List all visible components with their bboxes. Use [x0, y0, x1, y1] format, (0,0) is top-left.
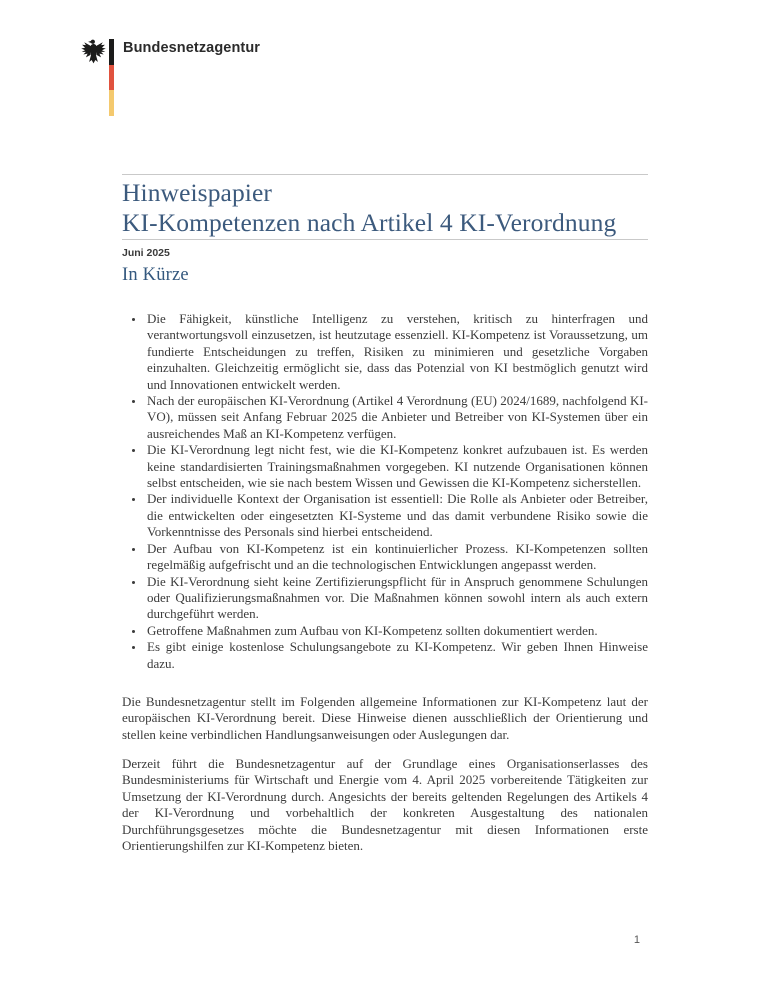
flag-stripe-gold — [109, 90, 114, 116]
section-heading-in-kuerze: In Kürze — [122, 265, 189, 285]
flag-stripe-black — [109, 39, 114, 65]
title-rule-top — [122, 174, 648, 175]
summary-bullet-list — [122, 311, 648, 672]
page-number: 1 — [633, 934, 640, 946]
bullet-item-8: • Es gibt einige kostenlose Schulungsangebote zu KI-Kompetenz. Wir geben Ihnen Hinweise dazu. — [145, 639, 648, 672]
body-paragraph-2: Derzeit führt die Bundesnetzagentur auf der Grundlage eines Organisationserlasses des Bundesministeriums für Wirtschaft und Energie vom 4. April 2025 vorbereitende Tätigkeiten zur Umsetzung der KI-Verordnung durch. Angesichts der bereits geltenden Regelungen des Artikels 4 der KI-Verordnung und vorbehaltlich der konkreten Ausgestaltung des nationalen Durchführungsgesetzes möchte die Bundesnetzagentur mit diesen Informationen erste Orientierungshilfen zur KI-Kompetenz bieten. — [122, 756, 648, 854]
title-line-2: KI-Kompetenzen nach Artikel 4 KI-Verordnung — [122, 207, 617, 237]
bullet-item-6: • Die KI-Verordnung sieht keine Zertifizierungspflicht für in Anspruch genommene Schulungen oder Qualifizierungsmaßnahmen vor. Die Maßnahmen können sowohl intern als auch extern durchgeführt werden. — [145, 574, 648, 623]
bullet-item-7: • Getroffene Maßnahmen zum Aufbau von KI-Kompetenz sollten dokumentiert werden. — [145, 623, 648, 639]
document-date: Juni 2025 — [122, 247, 170, 259]
logo-text: Bundesnetzagentur — [123, 40, 261, 56]
bullet-item-2: • Nach der europäischen KI-Verordnung (Artikel 4 Verordnung (EU) 2024/1689, nachfolgend KI-VO), müssen seit Anfang Februar 2025 die Anbieter und Betreiber von KI-Systemen über ein ausreichendes Maß an KI-Kompetenz verfügen. — [145, 393, 648, 442]
document-title — [122, 178, 662, 237]
bullet-item-5: • Der Aufbau von KI-Kompetenz ist ein kontinuierlicher Prozess. KI-Kompetenzen sollten regelmäßig aufgefrischt und an die technologischen Entwicklungen angepasst werden. — [145, 541, 648, 574]
flag-stripe-red — [109, 65, 114, 91]
federal-eagle-icon — [80, 37, 107, 66]
flag-stripe — [109, 39, 114, 116]
bullet-item-3: • Die KI-Verordnung legt nicht fest, wie die KI-Kompetenz konkret aufzubauen ist. Es werden keine standardisierten Trainingsmaßnahmen vorgegeben. KI nutzende Organisationen können selbst entscheiden, wie sie nach bestem Wissen und Gewissen die KI-Kompetenz sicherstellen. — [145, 442, 648, 491]
bullet-item-4: • Der individuelle Kontext der Organisation ist essentiell: Die Rolle als Anbieter oder Betreiber, die entwickelten oder eingesetzten KI-Systeme und das damit verbundene Risiko sowie die Vorkenntnisse des Personals sind hierbei entscheidend. — [145, 491, 648, 540]
body-paragraph-1: Die Bundesnetzagentur stellt im Folgenden allgemeine Informationen zur KI-Kompetenz laut der europäischen KI-Verordnung bereit. Diese Hinweise dienen ausschließlich der Orientierung und stellen keine verbindlichen Handlungsanweisungen oder Auslegungen dar. — [122, 694, 648, 742]
title-rule-bottom — [122, 239, 648, 240]
bullet-item-1: • Die Fähigkeit, künstliche Intelligenz zu verstehen, kritisch zu hinterfragen und verantwortungsvoll einzusetzen, ist heutzutage essenziell. KI-Kompetenz ist Voraussetzung, um fundierte Entscheidungen zu treffen, Risiken zu minimieren und gesetzliche Vorgaben einzuhalten. Gleichzeitig ermöglicht sie, dass das Potenzial von KI bestmöglich genutzt wird und Innovationen entwickelt werden. — [145, 311, 648, 393]
title-line-1: Hinweispapier — [122, 178, 273, 207]
